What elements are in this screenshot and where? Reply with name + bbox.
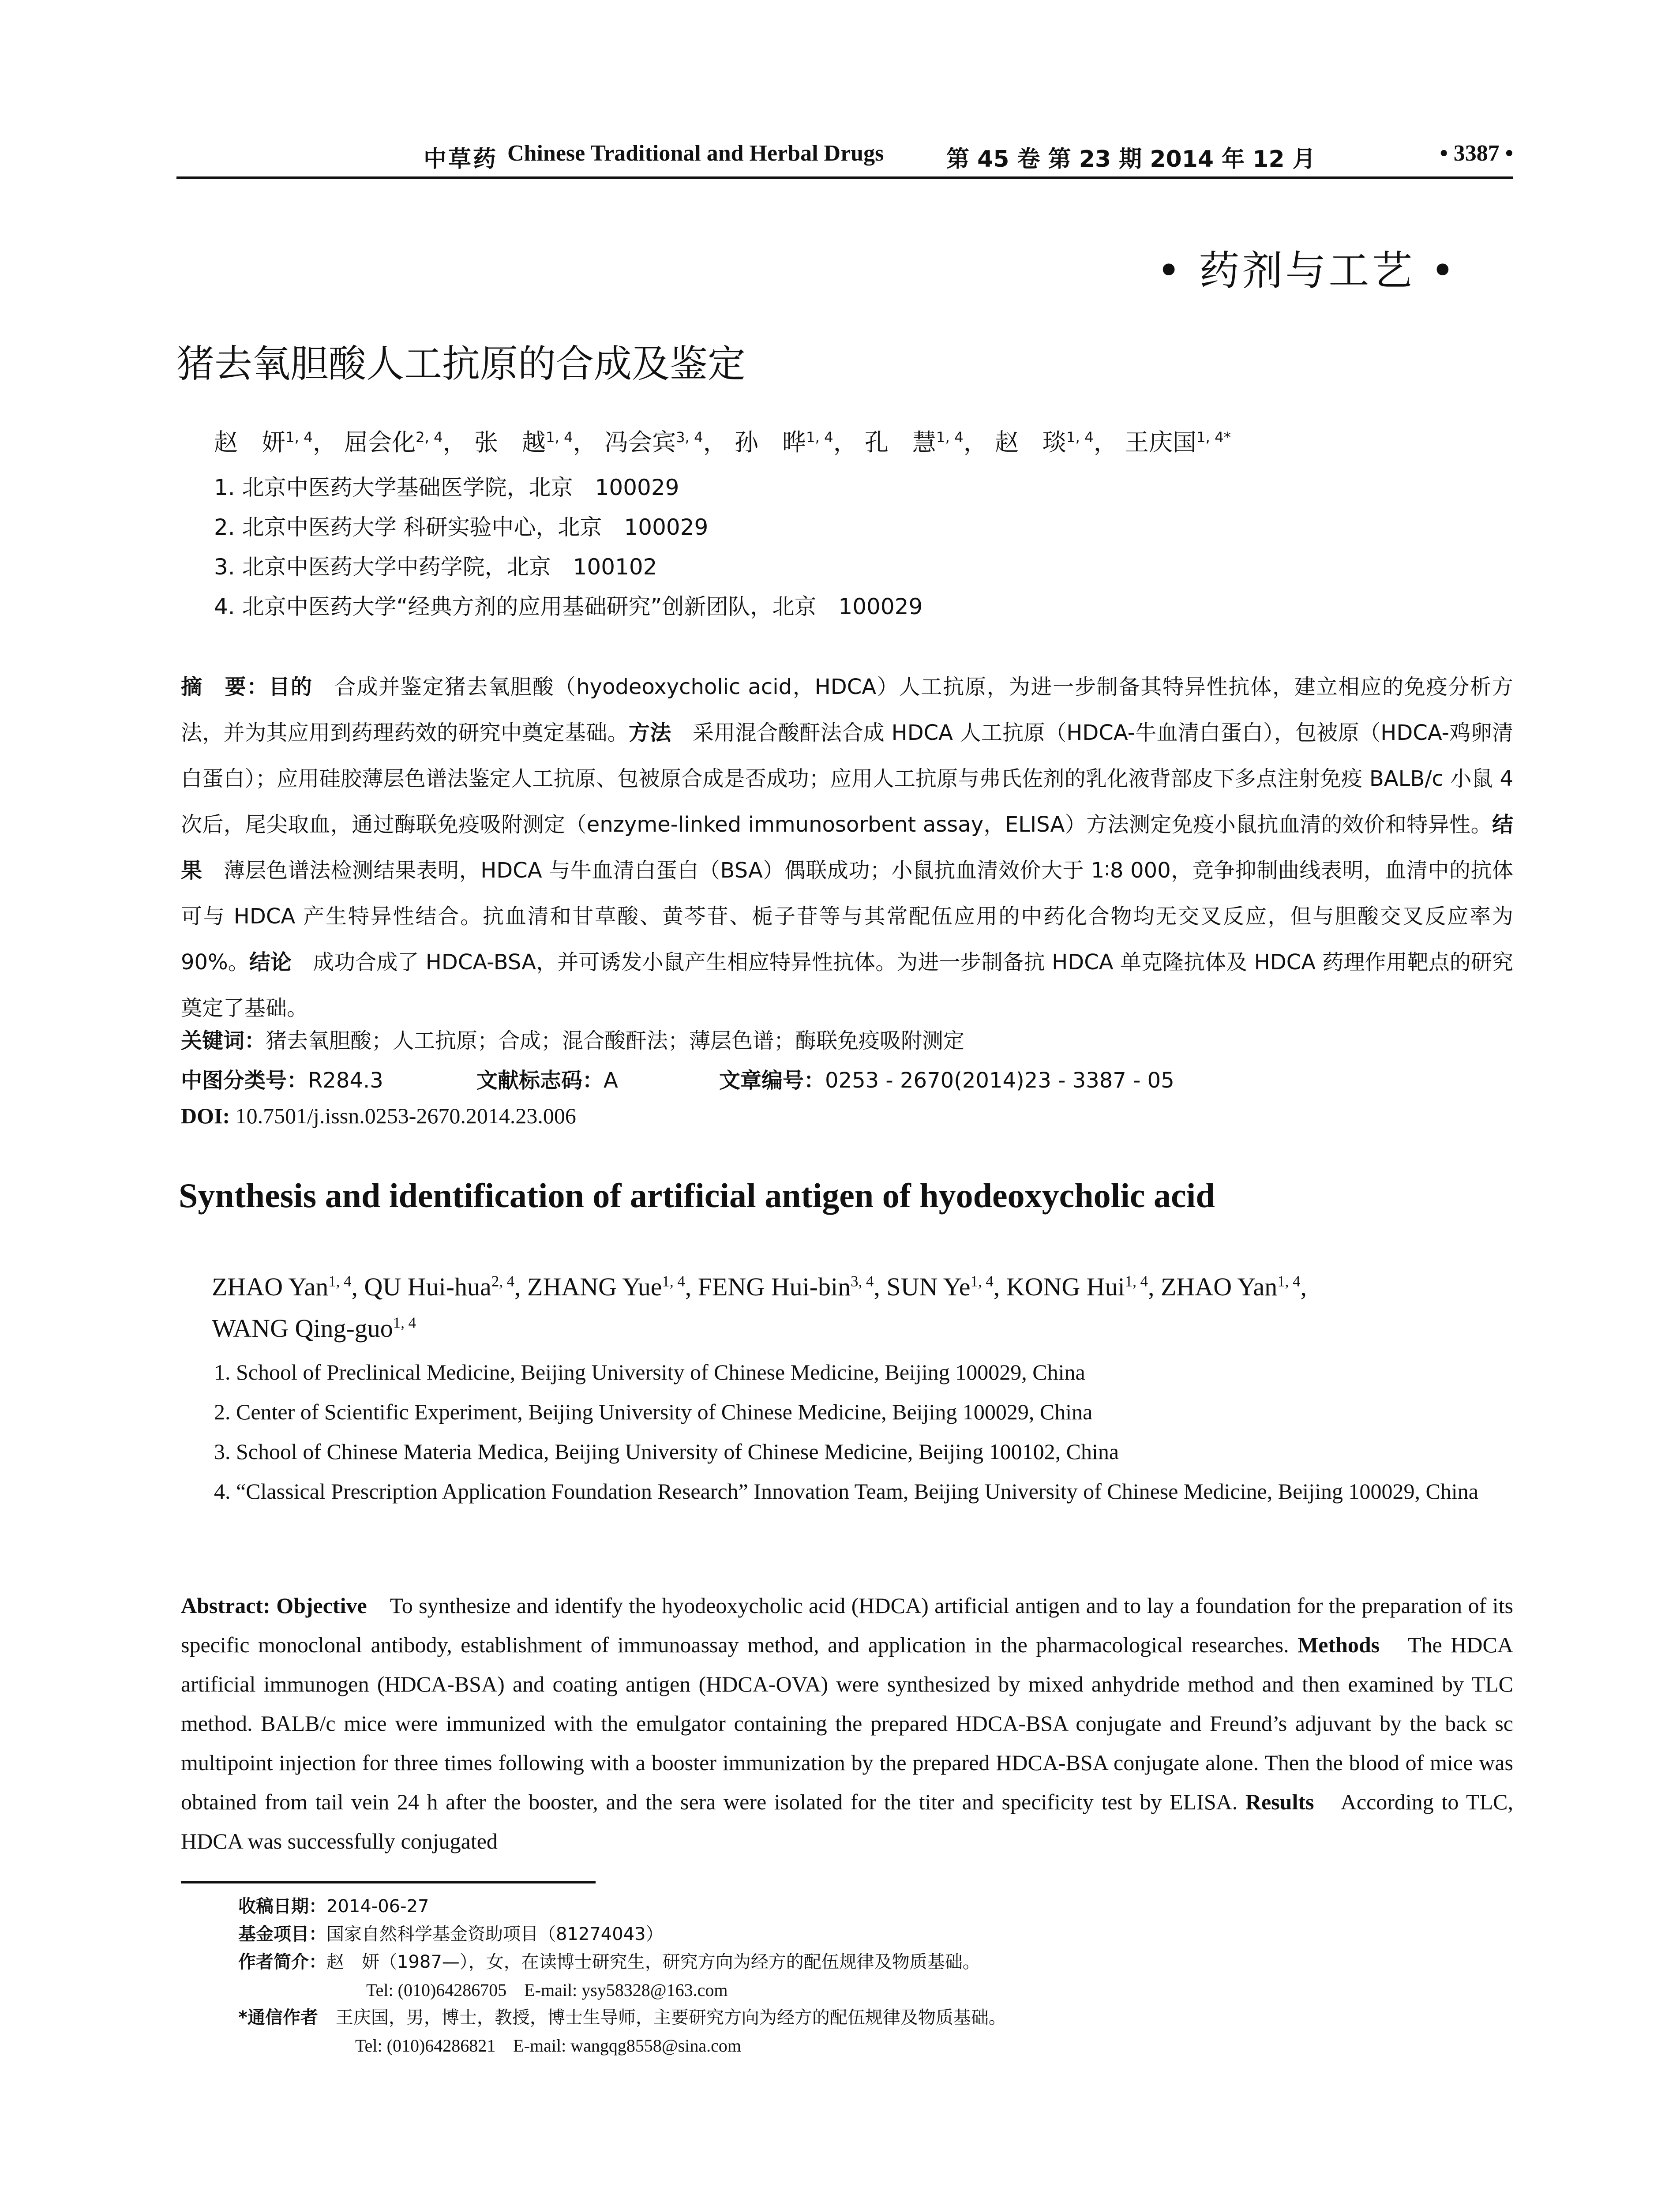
- affiliation-en: 2. Center of Scientific Experiment, Beijing University of Chinese Medicine, Beijing 100029, China: [214, 1399, 1093, 1424]
- abstract-en-label: Abstract: Objective: [181, 1593, 367, 1618]
- footnote-corresponding-contact: Tel: (010)64286821 E-mail: wangqg8558@sina.com: [355, 2036, 741, 2056]
- affiliation-cn: 3. 北京中医药大学中药学院，北京 100102: [214, 554, 657, 580]
- results-cn-label: 结果: [181, 812, 1513, 883]
- author-en: QU Hui-hua$^{2, 4}$: [364, 1272, 515, 1301]
- article-number: 文章编号：0253 - 2670(2014)23 - 3387 - 05: [719, 1068, 1174, 1093]
- author-en: KONG Hui$^{1, 4}$: [1006, 1272, 1148, 1301]
- section-label: • 药剂与工艺 •: [1156, 247, 1457, 294]
- classification-row: [181, 1063, 1513, 1094]
- author-en: WANG Qing-guo$^{1, 4}$: [212, 1314, 416, 1343]
- author-cn: 屈会化$^{2, 4}$: [344, 428, 443, 456]
- methods-cn-label: 方法: [629, 720, 671, 745]
- affiliation-cn: 4. 北京中医药大学“经典方剂的应用基础研究”创新团队，北京 100029: [214, 594, 923, 619]
- clc-number: 中图分类号：R284.3: [181, 1068, 383, 1093]
- methods-en-label: Methods: [1298, 1632, 1380, 1657]
- affiliation-en: 1. School of Preclinical Medicine, Beijing University of Chinese Medicine, Beijing 100029, China: [214, 1360, 1085, 1384]
- header-rule: [176, 176, 1513, 179]
- affiliation-cn: 1. 北京中医药大学基础医学院，北京 100029: [214, 475, 679, 500]
- methods-en-text: The HDCA artificial immunogen (HDCA-BSA) and coating antigen (HDCA-OVA) were synthesized by mixed anhydride method and then examined by TLC method. BALB/c mice were immunized with the emulgator containing the prepared HDCA-BSA conjugate and Freund’s adjuvant by the back sc multipoint injection for three times following with a booster immunization by the prepared HDCA-BSA conjugate alone. Then the blood of mice was obtained from tail vein 24 h after the booster, and the sera were isolated for the titer and specificity test by ELISA.: [181, 1632, 1513, 1814]
- footnote-rule: [181, 1881, 596, 1883]
- page-number: • 3387 •: [1440, 141, 1513, 166]
- author-cn: 赵 琰$^{1, 4}$: [994, 428, 1094, 456]
- author-cn: 孔 慧$^{1, 4}$: [864, 428, 964, 456]
- journal-name-en: Chinese Traditional and Herbal Drugs: [507, 141, 884, 166]
- results-cn-text: 薄层色谱法检测结果表明，HDCA 与牛血清白蛋白（BSA）偶联成功；小鼠抗血清效价大于 1∶8 000，竞争抑制曲线表明，血清中的抗体可与 HDCA 产生特异性结合。抗血清和甘草酸、黄芩苷、栀子苷等与其常配伍应用的中药化合物均无交叉反应，但与胆酸交叉反应率为 90%。: [181, 858, 1513, 975]
- author-cn: 孙 晔$^{1, 4}$: [734, 428, 833, 456]
- authors-en: ZHAO Yan$^{1, 4}$, QU Hui-hua$^{2, 4}$, ZHANG Yue$^{1, 4}$, FENG Hui-bin$^{3, 4}$, SUN Ye$^{1, 4}$, KONG Hui$^{1, 4}$, ZHAO Yan$^{1, 4}$, WANG Qing-guo$^{1, 4}$: [212, 1272, 1307, 1343]
- author-en: ZHAO Yan$^{1, 4}$: [1161, 1272, 1301, 1301]
- keywords-cn: 关键词：猪去氧胆酸；人工抗原；合成；混合酸酐法；薄层色谱；酶联免疫吸附测定: [181, 1028, 965, 1053]
- affiliations-en: [214, 1352, 1513, 1511]
- affiliation-cn: 2. 北京中医药大学 科研实验中心，北京 100029: [214, 514, 709, 540]
- doi: DOI: 10.7501/j.issn.0253-2670.2014.23.006: [181, 1103, 576, 1128]
- author-cn: 赵 妍$^{1, 4}$: [214, 428, 313, 456]
- objective-en-text: To synthesize and identify the hyodeoxycholic acid (HDCA) artificial antigen and to lay a foundation for the preparation of its specific monoclonal antibody, establishment of immunoassay method, and application in the pharmacological researches.: [181, 1593, 1513, 1657]
- footnotes: [238, 1893, 1509, 2060]
- title-en: Synthesis and identification of artificial antigen of hyodeoxycholic acid: [179, 1176, 1215, 1215]
- title-cn: 猪去氧胆酸人工抗原的合成及鉴定: [176, 342, 746, 386]
- footnote-author-contact: Tel: (010)64286705 E-mail: ysy58328@163.com: [366, 1980, 728, 2000]
- abstract-en: [181, 1586, 1513, 1861]
- author-cn: 王庆国$^{1, 4*}$: [1125, 428, 1231, 456]
- author-en: SUN Ye$^{1, 4}$: [886, 1272, 994, 1301]
- document-code: 文献标志码：A: [476, 1068, 618, 1093]
- methods-cn-text: 采用混合酸酐法合成 HDCA 人工抗原（HDCA-牛血清白蛋白），包被原（HDCA-鸡卵清白蛋白）；应用硅胶薄层色谱法鉴定人工抗原、包被原合成是否成功；应用人工抗原与弗氏佐剂的乳化液背部皮下多点注射免疫 BALB/c 小鼠 4 次后，尾尖取血，通过酶联免疫吸附测定（enzyme-linked immunosorbent assay，ELISA）方法测定免疫小鼠抗血清的效价和特异性。: [181, 720, 1513, 837]
- author-en: ZHAO Yan$^{1, 4}$: [212, 1272, 352, 1301]
- author-en: ZHANG Yue$^{1, 4}$: [527, 1272, 685, 1301]
- conclusion-cn-label: 结论: [249, 950, 292, 975]
- author-cn: 张 越$^{1, 4}$: [474, 428, 573, 456]
- results-en-label: Results: [1245, 1790, 1314, 1814]
- journal-issue: 第 45 卷 第 23 期 2014 年 12 月: [946, 146, 1316, 173]
- affiliation-en: 3. School of Chinese Materia Medica, Beijing University of Chinese Medicine, Beijing 100102, China: [214, 1439, 1119, 1464]
- objective-cn-text: 合成并鉴定猪去氧胆酸（hyodeoxycholic acid，HDCA）人工抗原，为进一步制备其特异性抗体，建立相应的免疫分析方法，并为其应用到药理药效的研究中奠定基础。: [181, 675, 1513, 745]
- affiliations-cn: [214, 468, 1493, 627]
- author-en: FENG Hui-bin$^{3, 4}$: [698, 1272, 874, 1301]
- affiliation-en: 4. “Classical Prescription Application Foundation Research” Innovation Team, Beijing University of Chinese Medicine, Beijing 100029, China: [214, 1479, 1478, 1504]
- conclusion-cn-text: 成功合成了 HDCA-BSA，并可诱发小鼠产生相应特异性抗体。为进一步制备抗 HDCA 单克隆抗体及 HDCA 药理作用靶点的研究奠定了基础。: [181, 950, 1513, 1020]
- journal-name-cn: 中草药: [424, 146, 498, 173]
- results-en-text: According to TLC, HDCA was successfully conjugated: [181, 1790, 1513, 1853]
- footnote-author: 作者简介：赵 妍（1987—），女，在读博士研究生，研究方向为经方的配伍规律及物质基础。: [238, 1952, 980, 1972]
- running-header: [176, 140, 1513, 176]
- abstract-cn-label: 摘 要：: [181, 675, 269, 699]
- abstract-cn: [181, 664, 1513, 1031]
- author-cn: 冯会宾$^{3, 4}$: [604, 428, 703, 456]
- authors-cn: 赵 妍$^{1, 4}$， 屈会化$^{2, 4}$， 张 越$^{1, 4}$， 冯会宾$^{3, 4}$， 孙 晔$^{1, 4}$， 孔 慧$^{1, 4}$， 赵 琰$^{1, 4}$， 王庆国$^{1, 4*}$: [214, 428, 1231, 456]
- footnote-fund: 基金项目：国家自然科学基金资助项目（81274043）: [238, 1924, 664, 1944]
- footnote-received: 收稿日期：2014-06-27: [238, 1896, 429, 1917]
- footnote-corresponding: *通信作者 王庆国，男，博士，教授，博士生导师，主要研究方向为经方的配伍规律及物质基础。: [238, 2007, 1006, 2028]
- objective-cn-label: 目的: [269, 675, 313, 699]
